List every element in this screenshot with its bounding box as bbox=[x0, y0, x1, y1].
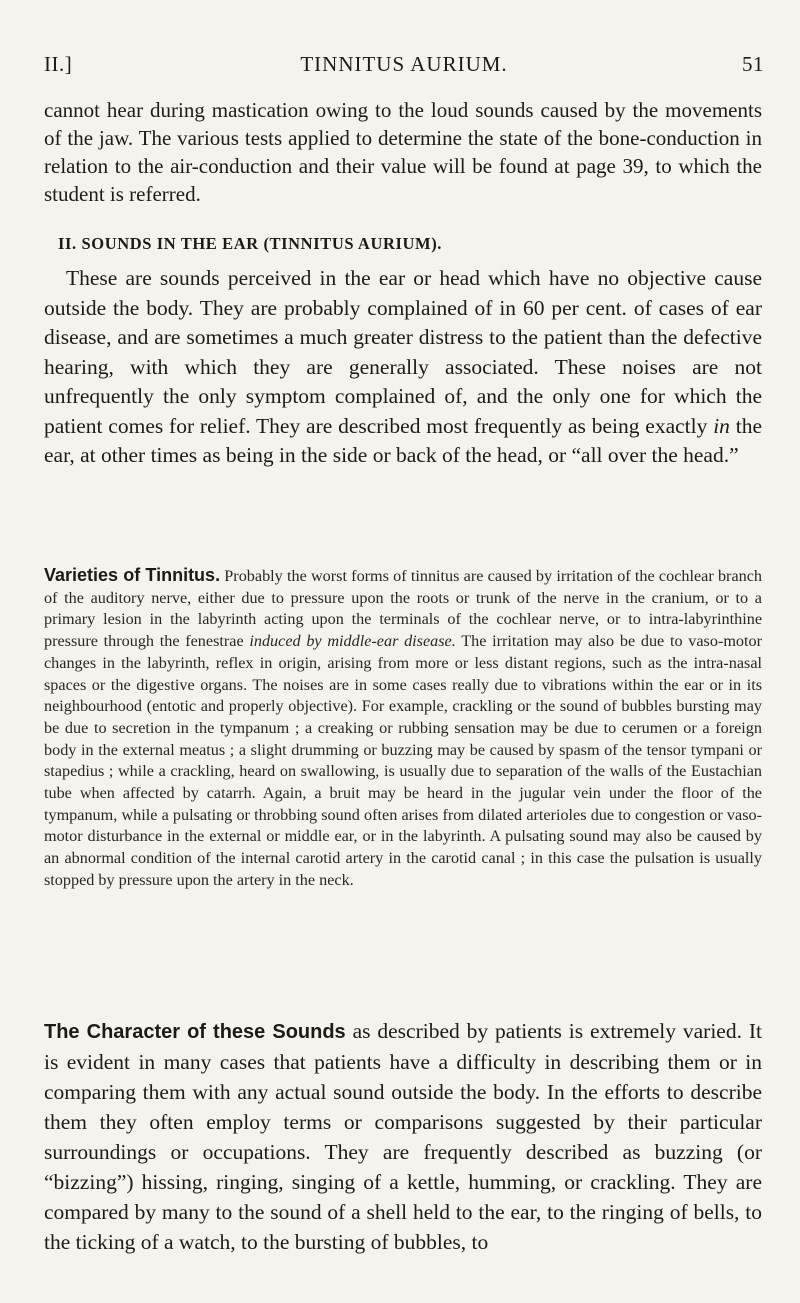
paragraph-sounds-intro bbox=[44, 264, 762, 471]
paragraph-text: The irritation may also be due to vaso-motor changes in the labyrinth, reflex in origin, arising from more or less distant regions, such as the intra-nasal spaces or the digestive organs. The noises are in some cases really due to vibrations within the ear or in its neighbourhood (entotic and properly objective). For example, crackling or the sound of bubbles bursting may be due to secretion in the tympanum ; a creaking or rubbing sensation may be due to cerumen or a foreign body in the external meatus ; a slight drumming or buzzing may be caused by spasm of the tensor tympani or stapedius ; while a crackling, heard on swallowing, is usually due to separation of the walls of the Eustachian tube when affected by catarrh. Again, a bruit may be heard in the jugular vein under the floor of the tympanum, while a pulsating or throbbing sound often arises from dilated arterioles due to congestion or vaso-motor disturbance in the external or middle ear, or in the labyrinth. A pulsating sound may also be caused by an abnormal condition of the internal carotid artery in the carotid canal ; in this case the pulsation is usually stopped by pressure upon the artery in the neck. bbox=[44, 632, 763, 889]
running-title: TINNITUS AURIUM. bbox=[300, 52, 508, 76]
running-header bbox=[44, 52, 764, 82]
paragraph-varieties bbox=[44, 565, 762, 892]
chapter-marker: II.] bbox=[44, 52, 73, 76]
paragraph-continuation: cannot hear during mastication owing to the loud sounds caused by the movements of the jaw. The various tests applied to determine the state of the bone-conduction in relation to the air-conduction and their value will be found at page 39, to which the student is referred. bbox=[44, 98, 762, 206]
run-in-heading: Varieties of Tinnitus. bbox=[44, 565, 221, 585]
paragraph-text: as described by patients is extremely varied. It is evident in many cases that patients have a difficulty in describing them or in comparing them with any actual sound outside the body. In the efforts to describe them they often employ terms or comparisons suggested by their particular surroundings or occupations. They are frequently described as buzzing (or “bizzing”) hissing, ringing, singing of a kettle, humming, or crackling. They are compared by many to the sound of a shell held to the ear, to the ringing of bells, to the ticking of a watch, to the bursting of bubbles, to bbox=[44, 1019, 762, 1254]
paragraph-character bbox=[44, 1016, 762, 1257]
emphasis-text: induced by middle-ear disease. bbox=[249, 632, 456, 651]
section-heading: II. SOUNDS IN THE EAR (TINNITUS AURIUM). bbox=[58, 234, 443, 253]
page-number: 51 bbox=[742, 52, 764, 76]
run-in-heading: The Character of these Sounds bbox=[44, 1021, 346, 1043]
paragraph-text: Probably the worst forms of tinnitus are caused by irritation of the cochlear branch of the auditory nerve, either due to pressure upon the roots or trunk of the nerve in the cranium, or to a primary lesion in the labyrinth acting upon the terminals of the cochlear nerve, or to intra-labyrinthine pressure through the fenestrae bbox=[44, 567, 763, 651]
paragraph-text: the ear, at other times as being in the side or back of the head, or “all over the head.” bbox=[44, 413, 762, 467]
paragraph-text: These are sounds perceived in the ear or head which have no objective cause outside the body. They are probably complained of in 60 per cent. of cases of ear disease, and are sometimes a much greater distress to the patient than the defective hearing, with which they are generally associated. These noises are not unfrequently the only symptom complained of, and the only one for which the patient comes for relief. They are described most frequently as being exactly bbox=[44, 266, 762, 438]
emphasis-text: in bbox=[713, 413, 730, 438]
